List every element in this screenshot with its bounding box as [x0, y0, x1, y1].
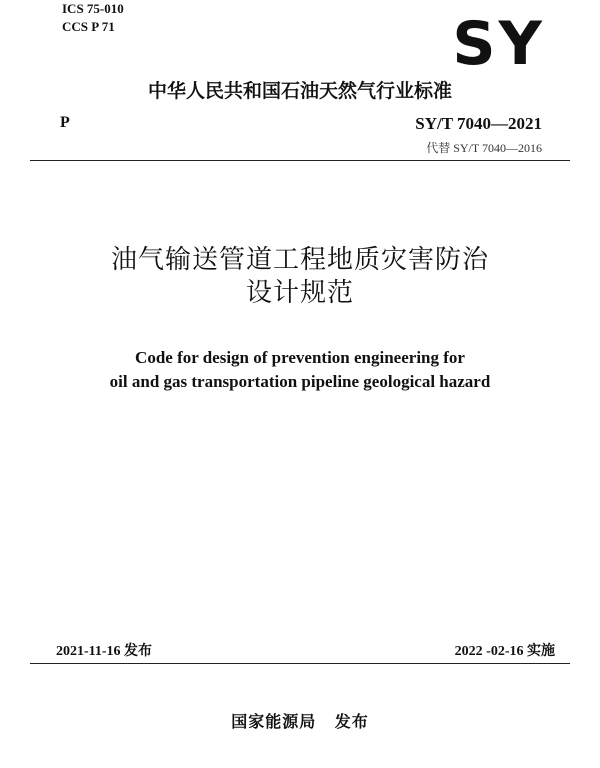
chinese-title-line-2: 设计规范: [245, 278, 354, 308]
publisher-name: 国家能源局: [231, 712, 317, 731]
chinese-title: [0, 244, 600, 310]
publisher: [0, 709, 600, 732]
category-letter: P: [60, 114, 70, 131]
industry-standard-title: 中华人民共和国石油天然气行业标准: [147, 80, 452, 102]
effective-date: 2022 -02-16 实施: [454, 644, 555, 659]
classification-codes: [62, 0, 124, 36]
sy-logo: SY: [452, 9, 545, 79]
english-title: [0, 346, 600, 394]
ics-code: ICS 75-010: [62, 1, 124, 16]
english-title-line-2: oil and gas transportation pipeline geological hazard: [109, 372, 491, 391]
top-divider: [30, 160, 570, 161]
publisher-action: 发布: [334, 712, 369, 731]
bottom-divider: [30, 663, 570, 664]
english-title-line-1: Code for design of prevention engineering for: [135, 348, 465, 367]
replaces-note: 代替 SY/T 7040—2016: [426, 141, 542, 155]
chinese-title-line-1: 油气输送管道工程地质灾害防治: [110, 245, 489, 275]
issue-date: 2021-11-16 发布: [56, 644, 153, 659]
standard-number: SY/T 7040—2021: [415, 114, 542, 133]
ccs-code: CCS P 71: [62, 19, 115, 34]
